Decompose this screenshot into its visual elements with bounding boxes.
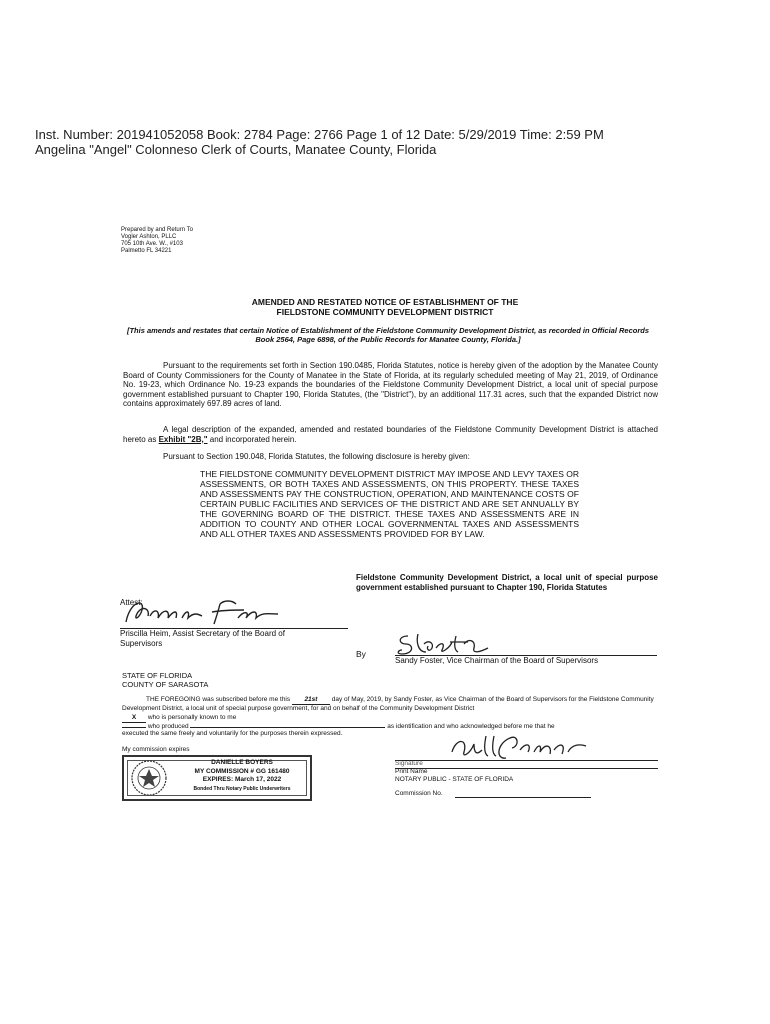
notary-signature-line [395, 760, 658, 761]
paragraph-disclosure-intro [123, 452, 658, 462]
notary-known-text: who is personally known to me [147, 714, 237, 721]
notary-executed-text: executed the same freely and voluntarily for the purposes therein expressed. [122, 730, 343, 737]
signature-label: Signature [395, 760, 423, 767]
notary-public-title: NOTARY PUBLIC - STATE OF FLORIDA [395, 775, 514, 783]
stamp-expires: EXPIRES: March 17, 2022 [202, 776, 282, 783]
notary-identification-text: as identification and who acknowledged before me that he [387, 722, 555, 730]
disclosure-intro-text: Pursuant to Section 190.048, Florida Statutes, the following disclosure is hereby given: [163, 452, 470, 461]
by-name: Sandy Foster, Vice Chairman of the Board of Supervisors [395, 656, 599, 665]
exhibit-reference: Exhibit "2B," [158, 434, 208, 444]
commission-number-label: Commission No. [395, 790, 443, 797]
paragraph-legal-description [123, 425, 658, 444]
title-line1: AMENDED AND RESTATED NOTICE OF ESTABLISHMENT OF THE [251, 297, 519, 307]
foregoing-text-b: day of May, 2019, by Sandy Foster, as Vice Chairman of the Board of Supervisors for the Fieldstone Community Development District, a local unit of special purpose government, for and on behalf of the Community Development District [122, 696, 654, 712]
stamp-bonded: Bonded Thru Notary Public Underwriters [193, 785, 291, 792]
legal-description-text: A legal description of the expanded, amended and restated boundaries of the Fieldstone Community Development District is attached hereto as [123, 425, 658, 444]
notary-identification [122, 714, 682, 738]
prepared-by-line: 705 10th Ave. W., #103 [121, 241, 183, 247]
paragraph-adoption-text: Pursuant to the requirements set forth in Section 190.0485, Florida Statutes, notice is hereby given of the adoption by the Manatee County Board of County Commissioners for the County of Manatee in the State of Florida, at its regularly scheduled meeting of May 21, 2019, of Ordinance No. 19-23, which Ordinance No. 19-23 expands the boundaries of the Fieldstone Community Development District, a local unit of special purpose government established pursuant to Chapter 190, Florida Statutes, (the "District"), by an additional 117.31 acres, such that the expanded District now contains approximately 697.89 acres of land. [123, 361, 658, 408]
prepared-by-line: Palmetto FL 34221 [121, 248, 172, 254]
recording-stamp-line1: Inst. Number: 201941052058 Book: 2784 Page: 2766 Page 1 of 12 Date: 5/29/2019 Time: 2:59 PM [35, 127, 604, 142]
notary-state: STATE OF FLORIDA [122, 671, 193, 680]
commission-expires-label: My commission expires [122, 746, 190, 753]
recording-stamp [35, 127, 735, 157]
known-check-mark: X [122, 714, 146, 723]
commission-number-line [455, 797, 591, 798]
notary-stamp [122, 755, 312, 801]
notary-venue [122, 672, 208, 689]
district-signature-block: Fieldstone Community Development District, a local unit of special purpose government established pursuant to Chapter 190, Florida Statutes [356, 573, 658, 592]
stamp-notary-name: DANIELLE BOYERS [211, 759, 273, 766]
attest-name [120, 629, 360, 648]
prepared-by-line: Vogler Ashton, PLLC [121, 234, 177, 240]
notary-produced-text: who produced [147, 722, 189, 730]
notary-county: COUNTY OF SARASOTA [122, 679, 209, 689]
prepared-by-line: Prepared by and Return To [121, 227, 193, 233]
notary-seal-icon [130, 759, 168, 797]
notary-stamp-text [172, 759, 312, 793]
prepared-by-block [121, 227, 261, 255]
disclosure-text: THE FIELDSTONE COMMUNITY DEVELOPMENT DISTRICT MAY IMPOSE AND LEVY TAXES OR ASSESSMENTS, OR BOTH TAXES AND ASSESSMENTS, ON THIS PROPERTY. THESE TAXES AND ASSESSMENTS PAY THE CONSTRUCTION, OPERATION, AND MAINTENANCE COSTS OF CERTAIN PUBLIC FACILITIES AND SERVICES OF THE DISTRICT AND ARE SET ANNUALLY BY THE GOVERNING BOARD OF THE DISTRICT. THESE TAXES AND ASSESSMENTS ARE IN ADDITION TO COUNTY AND OTHER LOCAL GOVERNMENTAL TAXES AND ASSESSMENTS AND ALL OTHER TAXES AND ASSESSMENTS PROVIDED FOR BY LAW. [200, 469, 579, 539]
heim-signature [120, 596, 290, 630]
notary-day: 21st [292, 696, 330, 705]
print-name-label: Print Name [395, 768, 428, 775]
foregoing-text-a: THE FOREGOING was subscribed before me this [146, 696, 291, 703]
attest-label: Attest: [120, 598, 143, 607]
by-label: By [356, 649, 366, 659]
legal-description-text-end: and incorporated herein. [209, 434, 297, 444]
notary-acknowledgment [122, 696, 660, 712]
print-name-block [395, 768, 513, 783]
recording-stamp-line2: Angelina "Angel" Colonneso Clerk of Courts, Manatee County, Florida [35, 142, 437, 157]
attest-name-line1: Priscilla Heim, Assist Secretary of the Board of [120, 629, 285, 638]
stamp-commission: MY COMMISSION # GG 161480 [194, 767, 290, 775]
attest-name-line2: Supervisors [120, 638, 163, 648]
paragraph-adoption [123, 361, 658, 409]
document-title [150, 297, 620, 317]
title-line2: FIELDSTONE COMMUNITY DEVELOPMENT DISTRICT [276, 307, 494, 317]
amendment-note: [This amends and restates that certain Notice of Establishment of the Fieldstone Community Development District, as recorded in Official Records Book 2564, Page 6898, of the Public Records for Manatee County, Florida.] [126, 326, 650, 344]
